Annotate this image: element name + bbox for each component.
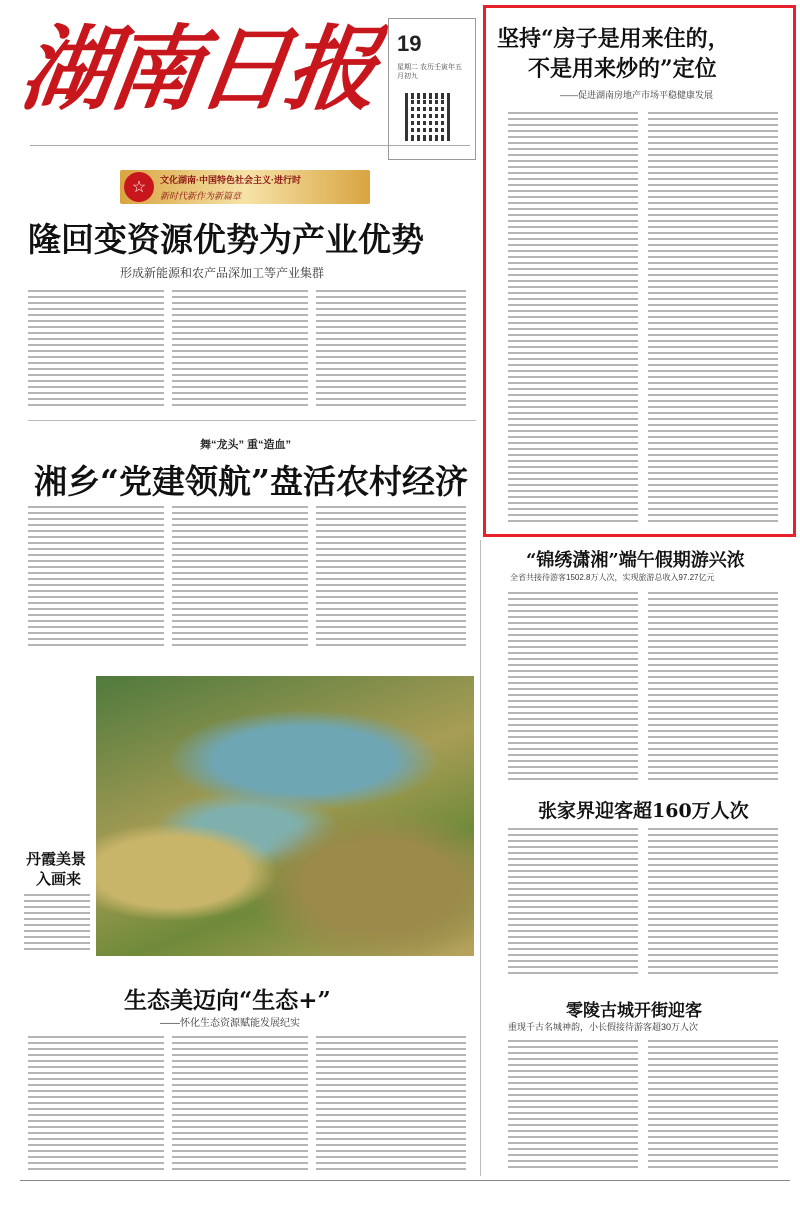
story3-text-col2 [648,592,778,782]
photo-caption-line2: 入画来 [36,870,82,888]
story5-text-col2 [172,1036,308,1172]
story5-text-col3 [316,1036,466,1172]
landscape-photo [96,676,474,956]
masthead-title: 湖南日报 [14,15,382,123]
featured-headline-line2: 不是用来炒的”定位 [528,56,717,82]
footer-info-line [20,1180,790,1202]
story2-kicker: 舞“龙头” 重“造血” [200,439,292,451]
story6-text-col2 [648,1040,778,1172]
story2-text-col2 [172,506,308,646]
featured-text-col2 [648,112,778,522]
story5-text-col1 [28,1036,164,1172]
story4-text-col1 [508,828,638,978]
featured-headline-line1: 坚持“房子是用来住的， [497,26,730,52]
banner-line2: 新时代新作为新篇章 [160,192,242,202]
photo-caption-text [24,894,90,950]
main-subheadline: 形成新能源和农产品深加工等产业集群 [120,266,325,280]
date-day: 19 [397,31,422,56]
photo-caption-line1: 丹霞美景 [26,850,87,868]
date-weekday: 星期二 农历壬寅年五月初九 [397,64,462,80]
story2-headline: 湘乡“党建领航”盘活农村经济 [34,462,468,501]
story6-headline: 零陵古城开街迎客 [566,1001,702,1021]
featured-subheadline: ——促进湖南房地产市场平稳健康发展 [560,90,714,100]
story3-text-col1 [508,592,638,782]
story5-subheadline: ——怀化生态资源赋能发展纪实 [160,1018,300,1029]
main-headline: 隆回变资源优势为产业优势 [28,220,424,259]
masthead-info-line [30,134,470,146]
story4-text-col2 [648,828,778,978]
story4-headline: 张家界迎客超160万人次 [538,800,749,822]
story6-text-col1 [508,1040,638,1172]
theme-banner [120,170,370,204]
main-text-col3 [316,290,466,410]
main-text-col1 [28,290,164,410]
main-text-col2 [172,290,308,410]
party-emblem-icon: ☆ [124,172,154,202]
story3-subheadline: 全省共接待游客1502.8万人次，实现旅游总收入97.27亿元 [510,573,715,582]
story2-text-col3 [316,506,466,646]
story5-headline: 生态美迈向“生态+” [124,987,331,1014]
column-divider [480,540,481,1176]
story3-headline: “锦绣潇湘”端午假期游兴浓 [526,550,745,571]
story6-subheadline: 重现千古名城神韵，小长假接待游客超30万人次 [508,1022,699,1032]
section-divider [28,420,476,421]
banner-line1: 文化湖南·中国特色社会主义·进行时 [160,175,301,185]
story2-text-col1 [28,506,164,646]
featured-text-col1 [508,112,638,522]
photo-caption [20,848,96,956]
